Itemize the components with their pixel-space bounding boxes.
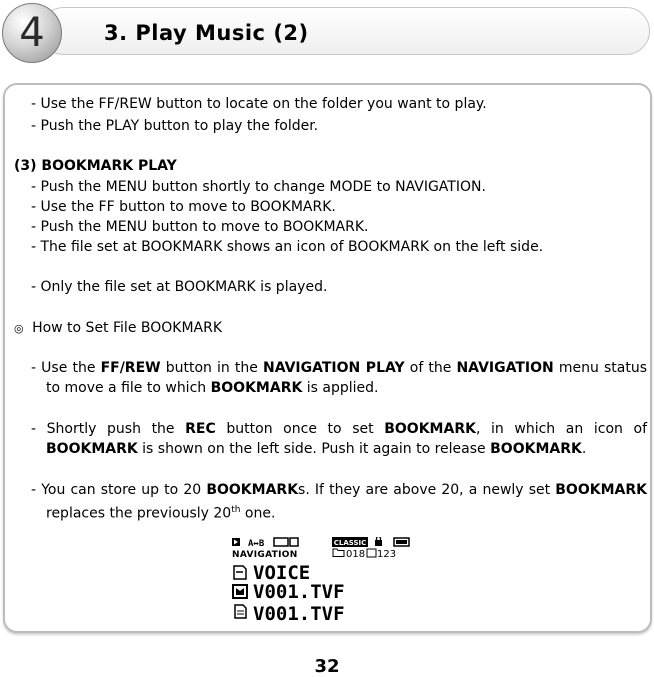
text-run-bold: BOOKMARK xyxy=(46,441,138,457)
intro-line-1: - Use the FF/REW button to locate on the folder you want to play. xyxy=(31,96,487,112)
bookmark-step-4: - The file set at BOOKMARK shows an icon of BOOKMARK on the left side. xyxy=(31,239,544,255)
folder-count: 018 xyxy=(346,549,366,560)
text-run: s. If they are above 20, a newly set xyxy=(298,482,556,498)
how-to-step-3 xyxy=(31,480,647,524)
text-run: of the xyxy=(404,360,457,376)
text-run: button once to set xyxy=(215,421,385,437)
text-run-sup: th xyxy=(231,505,241,515)
text-run: - You can store up to 20 xyxy=(31,482,207,498)
lcd-row-1: VOICE xyxy=(253,562,311,584)
bullet-icon: ◎ xyxy=(14,322,24,335)
text-run: one. xyxy=(240,505,276,522)
page-number: 32 xyxy=(314,656,340,677)
intro-line-2: - Push the PLAY button to play the folder. xyxy=(31,118,319,134)
file-count: 123 xyxy=(377,549,397,560)
text-run: , in which an icon of xyxy=(475,421,647,437)
ab-repeat-label: A↔B xyxy=(248,539,265,549)
lcd-screen-illustration xyxy=(231,537,421,625)
text-run-bold: BOOKMARK xyxy=(384,421,476,437)
how-to-title: How to Set File BOOKMARK xyxy=(32,320,223,336)
text-run-bold: BOOKMARK xyxy=(555,482,647,498)
page-title: 3. Play Music (2) xyxy=(104,21,309,45)
text-run: - Use the xyxy=(31,360,101,376)
lcd-row-3: V001.TVF xyxy=(253,603,345,625)
eq-icon xyxy=(290,538,298,546)
text-run: is shown on the left side. Push it again to release xyxy=(137,441,491,457)
section-heading: (3) BOOKMARK PLAY xyxy=(14,158,177,174)
how-to-step-1 xyxy=(31,358,647,398)
bookmark-step-3: - Push the MENU button to move to BOOKMARK. xyxy=(31,219,369,235)
text-run: button in the xyxy=(160,360,263,376)
lcd-mode-label: NAVIGATION xyxy=(232,550,298,560)
text-run: - Shortly push the xyxy=(31,421,186,437)
file-count-icon xyxy=(367,549,376,557)
lock-icon xyxy=(375,540,382,546)
bookmark-step-1: - Push the MENU button shortly to change MODE to NAVIGATION. xyxy=(31,179,486,195)
text-run-bold: REC xyxy=(185,421,216,437)
text-run: is applied. xyxy=(302,380,379,396)
text-run-bold: BOOKMARK xyxy=(206,482,299,498)
bookmark-step-5: - Only the file set at BOOKMARK is played. xyxy=(31,279,328,295)
text-run: . xyxy=(581,441,587,457)
text-run: replaces the previously 20 xyxy=(46,505,232,522)
bookmark-step-2: - Use the FF button to move to BOOKMARK. xyxy=(31,199,336,215)
folder-count-icon xyxy=(333,549,344,557)
text-run: menu status to move a file to which xyxy=(46,360,647,396)
how-to-step-2 xyxy=(31,419,647,459)
lcd-row-2: V001.TVF xyxy=(253,581,345,603)
text-run-bold: NAVIGATION xyxy=(456,360,554,376)
text-run-bold: FF/REW xyxy=(100,360,161,376)
text-run-bold: BOOKMARK xyxy=(210,380,303,396)
text-run-bold: BOOKMARK xyxy=(490,441,582,457)
text-run-bold: NAVIGATION PLAY xyxy=(263,360,405,376)
chapter-badge: 4 xyxy=(2,3,62,63)
repeat-icon xyxy=(274,538,288,546)
how-to-heading xyxy=(14,319,222,338)
classic-label: CLASSIC xyxy=(333,539,367,547)
